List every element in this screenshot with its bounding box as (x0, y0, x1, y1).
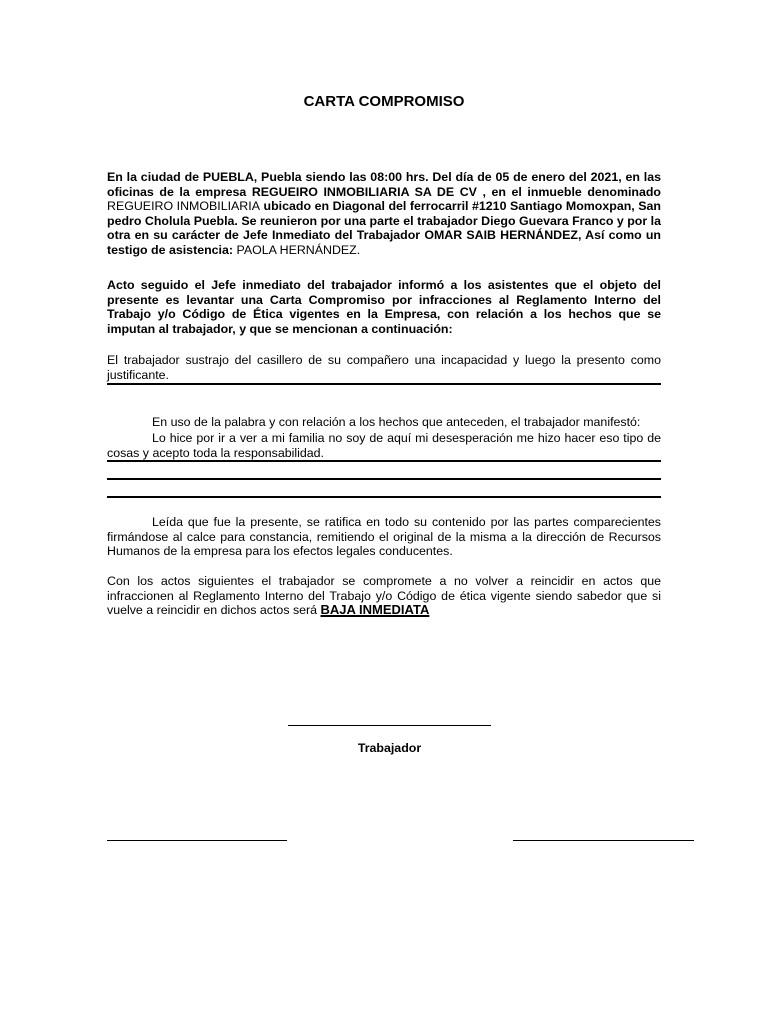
left-signature-line (107, 840, 287, 841)
intro-paragraph (107, 170, 661, 258)
manifesto-line-2 (107, 478, 661, 480)
document-title: CARTA COMPROMISO (303, 93, 465, 110)
hechos-underline (107, 383, 661, 385)
right-signature-line (513, 840, 694, 841)
acto-paragraph: Acto seguido el Jefe inmediato del trabajador informó a los asistentes que el objeto del presente es levantar una Carta Compromiso por infracciones al Reglamento Interno del Trabajo y/o Código de Ética vigentes en la Empresa, con relación a los hechos que se imputan al trabajador, y que se mencionan a continuación: (107, 278, 661, 336)
hechos-paragraph: El trabajador sustrajo del casillero de su compañero una incapacidad y luego la presento como justificante. (107, 353, 661, 382)
intro-text-1: En la ciudad de PUEBLA, Puebla siendo las 08:00 hrs. Del día de 05 de enero del 2021, en las oficinas de la empresa REGUEIRO INMOBILIARIA SA DE CV , en el inmueble denominado (107, 170, 661, 199)
uso-palabra-text: En uso de la palabra y con relación a los hechos que anteceden, el trabajador manifestó: (152, 415, 641, 429)
leida-paragraph: Leída que fue la presente, se ratifica en todo su contenido por las partes comparecientes firmándose al calce para constancia, remitiendo el original de la misma a la dirección de Recursos Humanos de la empresa para los efectos legales conducentes. (107, 515, 661, 559)
manifesto-line-3 (107, 496, 661, 498)
intro-text-4: PAOLA HERNÁNDEZ. (236, 242, 361, 257)
intro-text-2: REGUEIRO INMOBILIARIA (107, 199, 260, 214)
manifesto-text: Lo hice por ir a ver a mi familia no soy de aquí mi desesperación me hizo hacer eso tipo de cosas y acepto toda la responsabilidad. (107, 431, 661, 460)
compromiso-text: Con los actos siguientes el trabajador se compromete a no volver a reincidir en actos que infraccionen al Reglamento Interno del Trabajo y/o Código de ética vigente siendo sabedor que si vuelve a reincidir en dichos actos será (107, 574, 661, 618)
baja-inmediata-text: BAJA INMEDIATA (320, 602, 430, 618)
manifesto-line-1 (107, 460, 661, 462)
worker-signature-label: Trabajador (357, 741, 422, 755)
compromiso-paragraph (107, 574, 661, 618)
intro-text-3: ubicado en Diagonal del ferrocarril #1210 Santiago Momoxpan, San pedro Cholula Puebla. Se reunieron por una parte el trabajador Diego Guevara Franco y por la otra en su carácter de Jefe Inmediato del Trabajador OMAR SAIB HERNÁNDEZ, Así como un testigo de asistencia: (107, 199, 661, 257)
worker-signature-line (288, 725, 491, 726)
